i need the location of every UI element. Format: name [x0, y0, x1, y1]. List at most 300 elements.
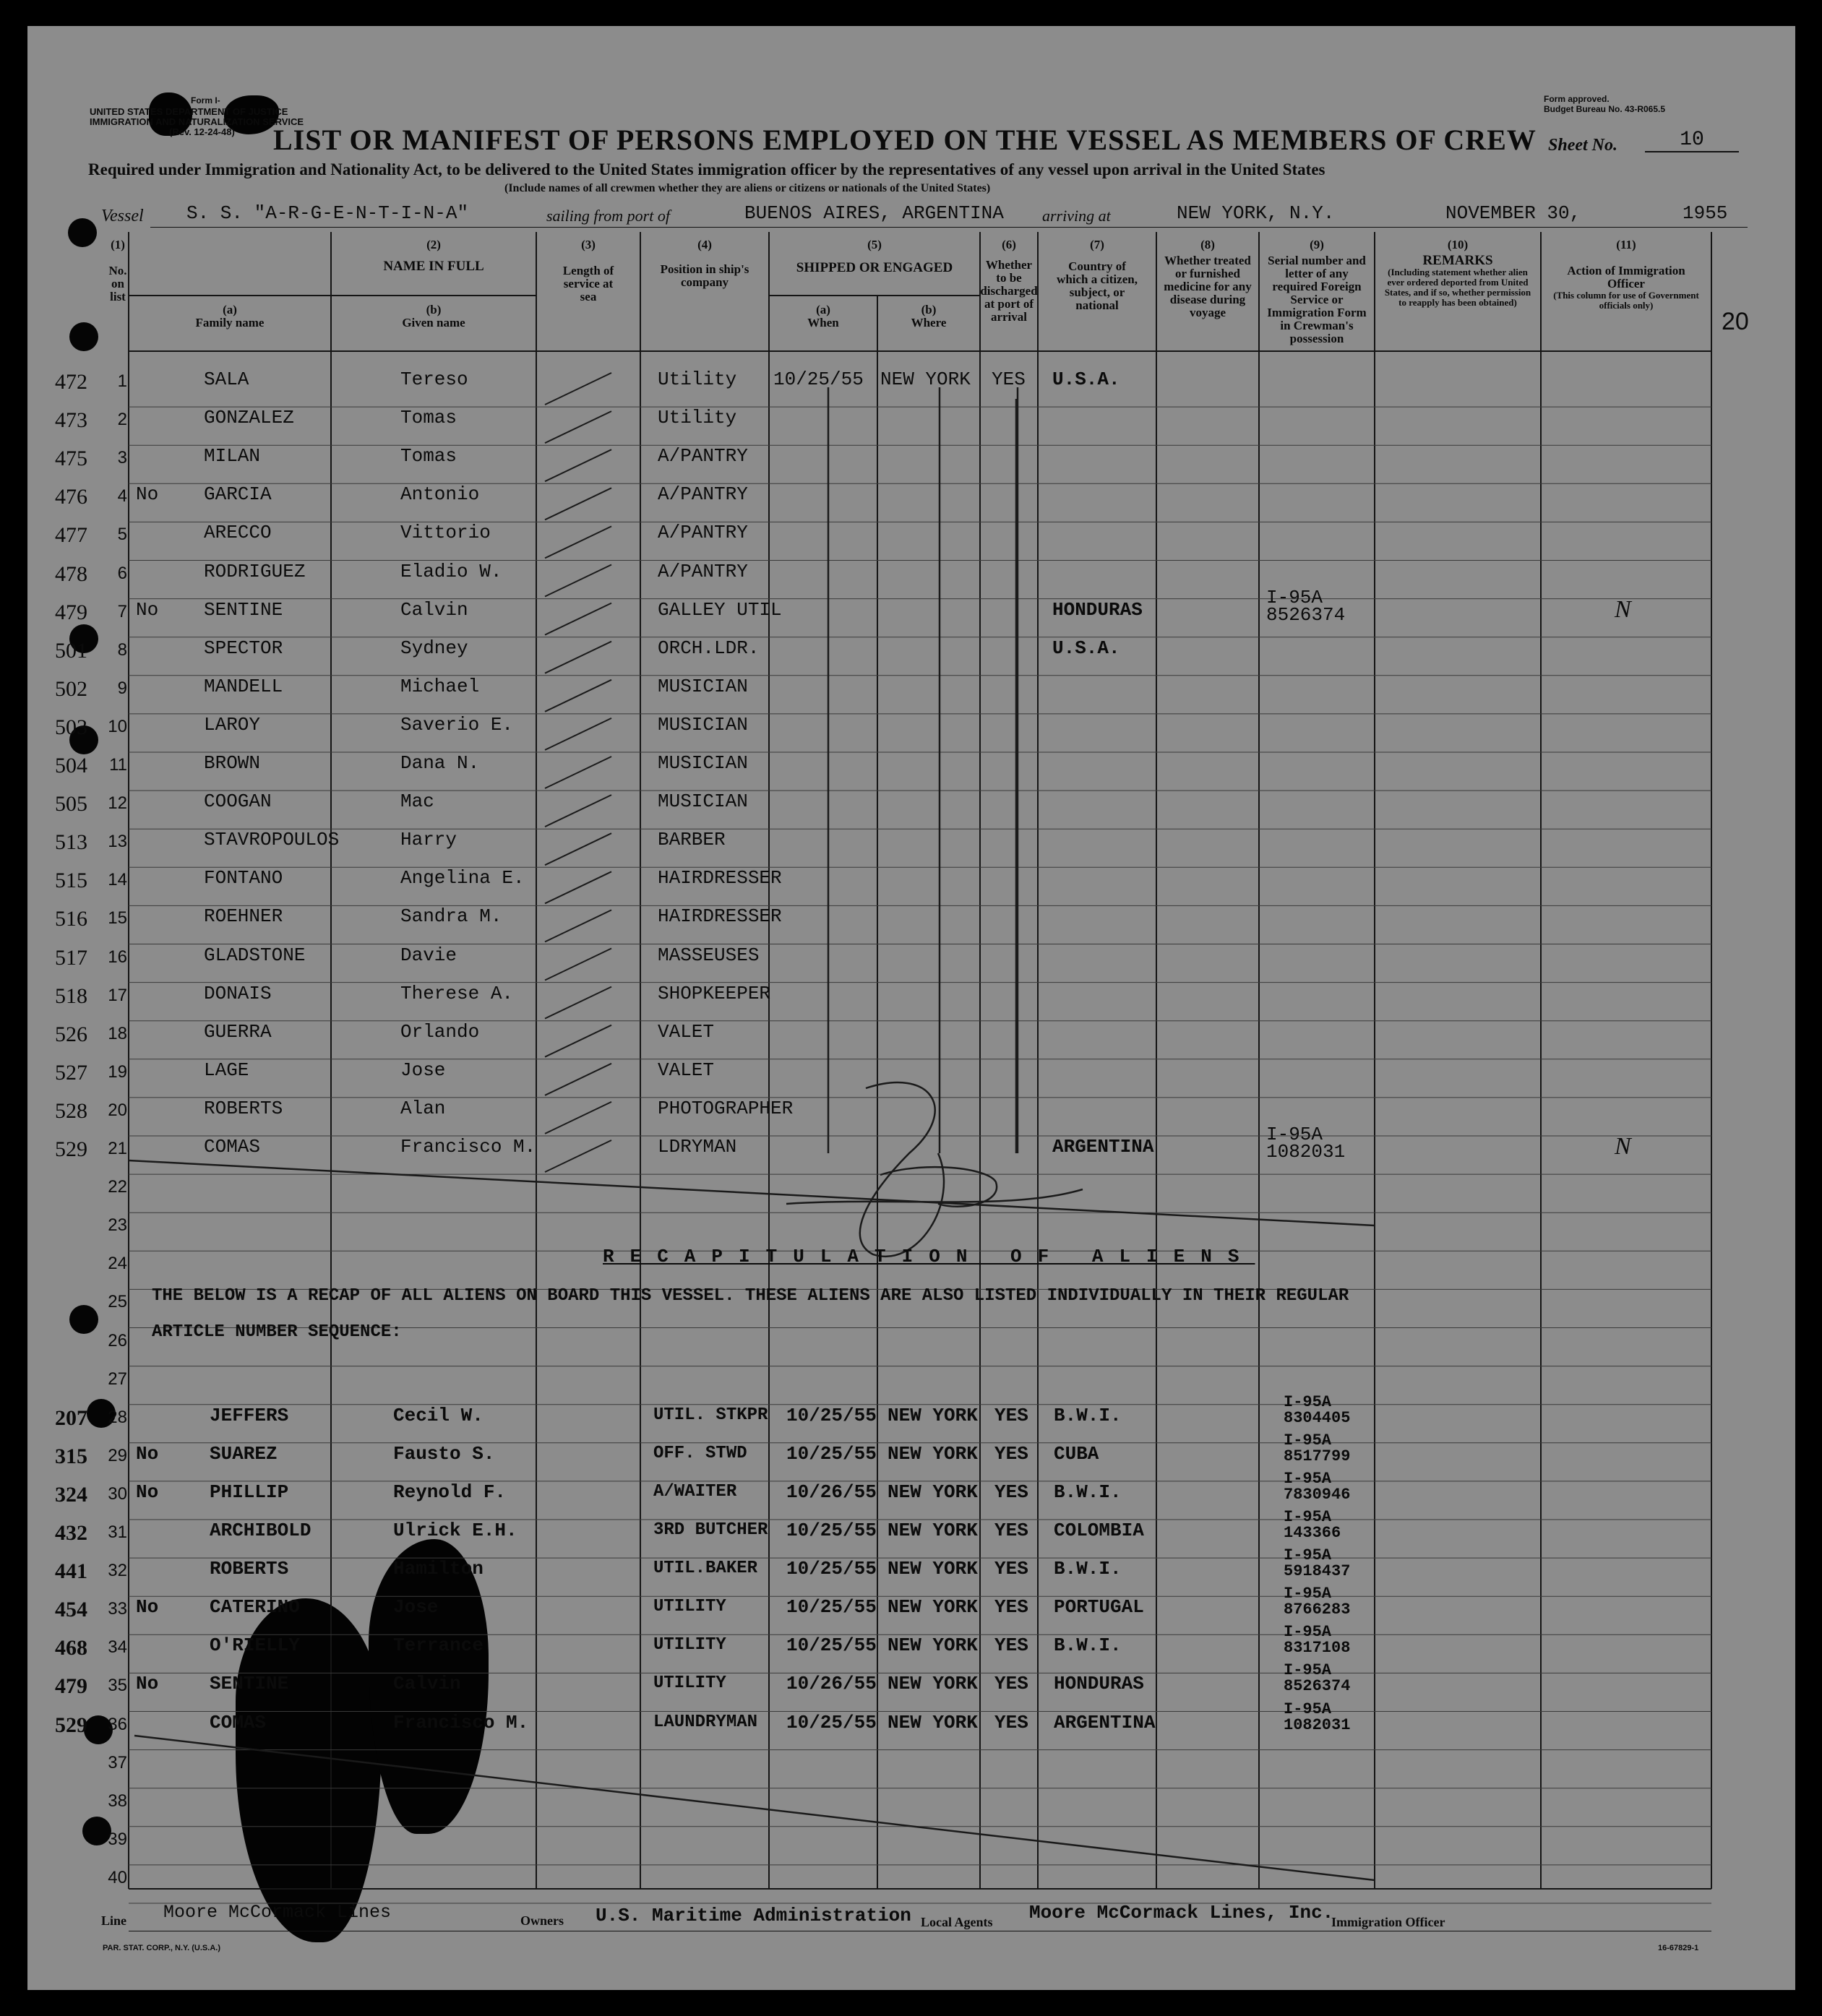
owners-label: Owners — [520, 1913, 564, 1928]
family-name: ROBERTS — [210, 1558, 289, 1580]
country: ARGENTINA — [1054, 1711, 1156, 1733]
shipped-when: 10/25/55 — [786, 1404, 877, 1426]
article-number: 478 — [55, 561, 87, 586]
article-number: 472 — [55, 370, 87, 394]
given-name: Orlando — [400, 1020, 480, 1043]
family-name: GARCIA — [204, 483, 272, 506]
position: OFF. STWD — [653, 1443, 747, 1463]
no-mark: No — [136, 598, 159, 621]
family-name: ROEHNER — [204, 905, 283, 928]
article-number: 517 — [55, 945, 87, 970]
family-name: COMAS — [210, 1711, 267, 1733]
form-code: 16-67829-1 — [1658, 1944, 1699, 1952]
article-number: 315 — [55, 1444, 87, 1468]
discharge: YES — [994, 1711, 1028, 1733]
article-number: 207 — [55, 1405, 87, 1430]
col7-number: (7) — [1090, 238, 1104, 251]
country: COLOMBIA — [1054, 1520, 1144, 1541]
col2-number: (2) — [426, 238, 441, 251]
article-number: 528 — [55, 1098, 87, 1123]
country: PORTUGAL — [1054, 1596, 1144, 1619]
shipped-when: 10/25/55 — [773, 369, 864, 390]
officer-label: Immigration Officer — [1331, 1915, 1445, 1929]
article-number: 441 — [55, 1559, 87, 1584]
line-number: 24 — [108, 1254, 127, 1274]
given-name: Mac — [400, 791, 434, 813]
recap-line1: THE BELOW IS A RECAP OF ALL ALIENS ON BOARD THIS VESSEL. THESE ALIENS ARE ALSO LISTED INDIVIDUALLY IN THEIR REGULAR — [152, 1286, 1349, 1306]
form-number: Form I- — [191, 95, 220, 105]
col1-label: No. on list — [108, 264, 127, 303]
line-number: 3 — [117, 448, 127, 468]
form-letter: I-95A — [1284, 1700, 1332, 1718]
col2a-number: (a) — [223, 303, 237, 316]
shipped-where: NEW YORK — [888, 1634, 978, 1657]
article-number: 504 — [55, 754, 87, 777]
line-number: 25 — [108, 1292, 127, 1312]
col4-number: (4) — [697, 238, 712, 251]
position: ORCH.LDR. — [658, 637, 760, 659]
form-letter: I-95A — [1284, 1508, 1332, 1526]
article-number: 473 — [55, 408, 87, 433]
arriving-label: arriving at — [1042, 207, 1111, 225]
line-number: 17 — [108, 985, 127, 1005]
position: UTIL.BAKER — [653, 1559, 758, 1579]
line-number: 18 — [108, 1023, 127, 1043]
shipped-when: 10/25/55 — [786, 1558, 877, 1580]
given-name: Dana N. — [400, 752, 480, 774]
position: VALET — [658, 1020, 715, 1043]
given-name: Eladio W. — [400, 560, 502, 582]
given-name: Francisco M. — [400, 1136, 536, 1158]
action-mark: N — [1615, 1133, 1631, 1160]
line-number: 8 — [117, 639, 127, 660]
given-name: Sydney — [400, 637, 468, 659]
col11-header — [1541, 238, 1711, 311]
family-name: GONZALEZ — [204, 407, 294, 429]
given-name: Tereso — [400, 369, 468, 390]
line-number: 30 — [108, 1483, 127, 1504]
col11-label: Action of Immigration Officer — [1567, 264, 1685, 290]
discharge: YES — [994, 1481, 1028, 1503]
article-number: 503 — [55, 715, 87, 739]
family-name: PHILLIP — [210, 1481, 289, 1503]
family-name: BROWN — [204, 752, 261, 774]
discharge: YES — [994, 1558, 1028, 1580]
given-name: Ulrick E.H. — [393, 1520, 517, 1541]
col5a-label: When — [807, 316, 839, 329]
position: UTIL. STKPR — [653, 1405, 768, 1425]
family-name: LAGE — [204, 1059, 249, 1081]
line-label: Line — [101, 1913, 127, 1928]
country: ARGENTINA — [1052, 1136, 1154, 1158]
col5a-number: (a) — [816, 303, 830, 316]
form-serial: 8517799 — [1284, 1447, 1351, 1465]
form-letter: I-95A — [1284, 1585, 1332, 1603]
no-mark: No — [136, 1442, 159, 1465]
position: Utility — [658, 369, 737, 390]
position: UTILITY — [653, 1597, 726, 1617]
shipped-where: NEW YORK — [880, 369, 971, 390]
country: CUBA — [1054, 1442, 1099, 1465]
position: MUSICIAN — [658, 713, 748, 736]
position: PHOTOGRAPHER — [658, 1097, 794, 1119]
no-mark: No — [136, 483, 159, 506]
shipped-when: 10/25/55 — [786, 1442, 877, 1465]
sheet-label: Sheet No. — [1548, 136, 1617, 155]
line-number: 40 — [108, 1867, 127, 1887]
family-name: SUAREZ — [210, 1442, 278, 1465]
form-serial: I-95A 1082031 — [1266, 1124, 1346, 1163]
family-name: COOGAN — [204, 791, 272, 813]
vessel-label: Vessel — [101, 207, 144, 225]
agency-name: UNITED STATES DEPARTMENT OF JUSTICE — [90, 106, 288, 117]
shipped-when: 10/25/55 — [786, 1520, 877, 1541]
form-letter: I-95A — [1284, 1661, 1332, 1680]
article-number: 529 — [55, 1713, 87, 1737]
shipped-when: 10/25/55 — [786, 1711, 877, 1733]
family-name: ROBERTS — [204, 1097, 283, 1119]
given-name: Alan — [400, 1097, 446, 1119]
col9-header — [1259, 238, 1375, 345]
form-letter: I-95A — [1284, 1623, 1332, 1642]
form-serial: I-95A 8526374 — [1266, 586, 1346, 626]
family-name: FONTANO — [204, 867, 283, 889]
family-name: ARCHIBOLD — [210, 1520, 311, 1541]
line-number: 2 — [117, 410, 127, 430]
col11-number: (11) — [1616, 238, 1636, 251]
line-number: 6 — [117, 563, 127, 583]
given-name: Calvin — [400, 598, 468, 621]
col2b-label: Given name — [402, 316, 465, 329]
article-number: 513 — [55, 830, 87, 855]
given-name: Angelina E. — [400, 867, 525, 889]
position: VALET — [658, 1059, 715, 1081]
col8-header — [1156, 238, 1259, 319]
manifest-sheet — [27, 26, 1795, 1990]
col3-number: (3) — [581, 238, 596, 251]
family-name: STAVROPOULOS — [204, 829, 340, 851]
line-number: 23 — [108, 1215, 127, 1236]
country: B.W.I. — [1054, 1634, 1122, 1657]
family-name: SENTINE — [204, 598, 283, 621]
vessel-name: S. S. "A-R-G-E-N-T-I-N-A" — [186, 202, 469, 224]
form-title: LIST OR MANIFEST OF PERSONS EMPLOYED ON THE VESSEL AS MEMBERS OF CREW — [273, 124, 1537, 156]
position: A/WAITER — [653, 1481, 737, 1502]
article-number: 516 — [55, 907, 87, 931]
article-number: 479 — [55, 1674, 87, 1699]
given-name: Francisco M. — [393, 1711, 529, 1733]
country: HONDURAS — [1054, 1673, 1144, 1695]
article-number: 468 — [55, 1636, 87, 1660]
given-name: Terrance — [393, 1634, 484, 1657]
recap-title: RECAPITULATION OF ALIENS — [603, 1246, 1255, 1267]
sheet-number: 10 — [1645, 129, 1739, 152]
line-number: 28 — [108, 1407, 127, 1427]
family-name: ARECCO — [204, 522, 272, 544]
position: MUSICIAN — [658, 675, 748, 697]
form-serial: 8766283 — [1284, 1601, 1351, 1619]
approval-text: Form approved. — [1544, 94, 1610, 104]
family-name: MILAN — [204, 445, 261, 468]
article-number: 529 — [55, 1137, 87, 1161]
given-name: Tomas — [400, 445, 457, 468]
printer-line: PAR. STAT. CORP., N.Y. (U.S.A.) — [103, 1944, 220, 1952]
article-number: 454 — [55, 1598, 87, 1622]
col9-label: Serial number and letter of any required Foreign Service or Immigration Form in Crewman's possession — [1267, 254, 1367, 345]
line-number: 34 — [108, 1637, 127, 1658]
given-name: Therese A. — [400, 982, 514, 1004]
family-name: SENTINE — [210, 1673, 289, 1695]
country: B.W.I. — [1054, 1558, 1122, 1580]
form-letter: I-95A — [1284, 1469, 1332, 1488]
article-number: 505 — [55, 792, 87, 817]
line-number: 12 — [108, 793, 127, 814]
shipped-where: NEW YORK — [888, 1442, 978, 1465]
col1-number: (1) — [111, 238, 125, 251]
form-serial: 8304405 — [1284, 1408, 1351, 1427]
shipped-where: NEW YORK — [888, 1404, 978, 1426]
line-number: 13 — [108, 832, 127, 852]
col2a-header — [129, 303, 331, 329]
article-number: 477 — [55, 523, 87, 548]
form-revision: (Rev. 12-24-48) — [169, 126, 235, 137]
col3-label: Length of service at sea — [562, 264, 614, 303]
line-number: 22 — [108, 1177, 127, 1197]
shipped-where: NEW YORK — [888, 1558, 978, 1580]
arrival-year: 1955 — [1683, 202, 1728, 224]
family-name: DONAIS — [204, 982, 272, 1004]
position: MUSICIAN — [658, 752, 748, 774]
given-name: Vittorio — [400, 522, 491, 544]
position: LAUNDRYMAN — [653, 1712, 758, 1732]
country: U.S.A. — [1052, 369, 1120, 390]
position: SHOPKEEPER — [658, 982, 771, 1004]
action-mark: N — [1615, 595, 1631, 623]
col2b-number: (b) — [426, 303, 442, 316]
family-name: MANDELL — [204, 675, 283, 697]
form-note: (Include names of all crewmen whether they are aliens or citizens or nationals of the United States) — [504, 182, 991, 194]
shipped-when: 10/26/55 — [786, 1673, 877, 1695]
family-name: SALA — [204, 369, 249, 390]
given-name: Hamilton — [393, 1558, 484, 1580]
margin-count: 20 — [1722, 308, 1749, 335]
line-name: Moore McCormack Lines — [163, 1902, 392, 1923]
line-number: 31 — [108, 1522, 127, 1542]
given-name: Michael — [400, 675, 480, 697]
owners-name: U.S. Maritime Administration — [596, 1905, 911, 1926]
line-number: 15 — [108, 908, 127, 929]
family-name: GLADSTONE — [204, 944, 306, 966]
article-number: 501 — [55, 638, 87, 663]
given-name: Saverio E. — [400, 713, 514, 736]
form-serial: 5918437 — [1284, 1562, 1351, 1581]
line-number: 1 — [117, 371, 127, 391]
form-letter: I-95A — [1284, 1546, 1332, 1565]
col1-header — [103, 238, 133, 303]
article-number: 475 — [55, 447, 87, 471]
line-number: 36 — [108, 1714, 127, 1734]
shipped-when: 10/25/55 — [786, 1634, 877, 1657]
family-name: CATERINO — [210, 1596, 300, 1619]
col6-label: Whether to be discharged at port of arrival — [980, 258, 1038, 324]
line-number: 35 — [108, 1676, 127, 1696]
line-number: 5 — [117, 525, 127, 545]
given-name: Tomas — [400, 407, 457, 429]
col5-label: SHIPPED OR ENGAGED — [796, 260, 953, 275]
position: A/PANTRY — [658, 560, 748, 582]
article-number: 479 — [55, 600, 87, 624]
col10-header — [1375, 238, 1541, 308]
shipped-where: NEW YORK — [888, 1673, 978, 1695]
line-number: 38 — [108, 1791, 127, 1811]
position: LDRYMAN — [658, 1136, 737, 1158]
col6-number: (6) — [1002, 238, 1016, 251]
position: UTILITY — [653, 1673, 726, 1694]
line-number: 33 — [108, 1599, 127, 1619]
col2-header — [331, 238, 536, 273]
line-number: 10 — [108, 716, 127, 736]
line-number: 11 — [109, 755, 127, 775]
form-serial: 8526374 — [1284, 1677, 1351, 1696]
form-subtitle: Required under Immigration and Nationality Act, to be delivered to the United States immigration officer by the representatives of any vessel upon arrival in the United States — [88, 160, 1325, 178]
agents-label: Local Agents — [921, 1915, 993, 1929]
family-name: JEFFERS — [210, 1404, 289, 1426]
line-number: 7 — [117, 601, 127, 621]
country: B.W.I. — [1054, 1404, 1122, 1426]
article-number: 502 — [55, 676, 87, 701]
line-number: 20 — [108, 1100, 127, 1120]
col10-number: (10) — [1447, 238, 1469, 251]
col4-label: Position in ship's company — [660, 262, 749, 289]
article-number: 515 — [55, 869, 87, 893]
budget-number: Budget Bureau No. 43-R065.5 — [1544, 104, 1666, 114]
discharge: YES — [992, 369, 1026, 390]
shipped-where: NEW YORK — [888, 1711, 978, 1733]
col8-label: Whether treated or furnished medicine for any disease during voyage — [1164, 254, 1252, 319]
col2a-label: Family name — [195, 316, 265, 329]
col6-header — [980, 238, 1038, 324]
position: HAIRDRESSER — [658, 867, 782, 889]
col7-header — [1038, 238, 1156, 312]
col8-number: (8) — [1200, 238, 1215, 251]
no-mark: No — [136, 1596, 159, 1619]
line-number: 32 — [108, 1561, 127, 1581]
position: A/PANTRY — [658, 483, 748, 506]
position: A/PANTRY — [658, 522, 748, 544]
position: HAIRDRESSER — [658, 905, 782, 928]
form-letter: I-95A — [1284, 1431, 1332, 1449]
col5b-header — [877, 303, 980, 329]
given-name: Cecil W. — [393, 1404, 484, 1426]
given-name: Reynold F. — [393, 1481, 507, 1503]
given-name: Antonio — [400, 483, 480, 506]
no-mark: No — [136, 1481, 159, 1503]
col5a-header — [769, 303, 877, 329]
given-name: Calvin — [393, 1673, 461, 1695]
col3-header — [536, 238, 640, 303]
given-name: Jose — [393, 1596, 439, 1619]
line-number: 4 — [117, 486, 127, 507]
recap-line2: ARTICLE NUMBER SEQUENCE: — [152, 1322, 402, 1342]
line-number: 27 — [108, 1369, 127, 1389]
discharge: YES — [994, 1634, 1028, 1657]
line-number: 26 — [108, 1330, 127, 1351]
shipped-when: 10/25/55 — [786, 1596, 877, 1619]
no-mark: No — [136, 1673, 159, 1695]
line-number: 19 — [108, 1061, 127, 1082]
given-name: Harry — [400, 829, 457, 851]
col9-number: (9) — [1310, 238, 1324, 251]
shipped-where: NEW YORK — [888, 1520, 978, 1541]
given-name: Fausto S. — [393, 1442, 495, 1465]
position: 3RD BUTCHER — [653, 1520, 768, 1540]
discharge: YES — [994, 1520, 1028, 1541]
col5b-number: (b) — [921, 303, 937, 316]
discharge: YES — [994, 1404, 1028, 1426]
country: HONDURAS — [1052, 598, 1143, 621]
given-name: Davie — [400, 944, 457, 966]
family-name: SPECTOR — [204, 637, 283, 659]
article-number: 527 — [55, 1060, 87, 1085]
position: UTILITY — [653, 1635, 726, 1655]
shipped-where: NEW YORK — [888, 1481, 978, 1503]
country: B.W.I. — [1054, 1481, 1122, 1503]
col10-label: REMARKS — [1422, 253, 1493, 268]
col5b-label: Where — [911, 316, 947, 329]
form-serial: 8317108 — [1284, 1639, 1351, 1658]
port-to: NEW YORK, N.Y. — [1177, 202, 1335, 224]
discharge: YES — [994, 1442, 1028, 1465]
position: A/PANTRY — [658, 445, 748, 468]
form-serial: 143366 — [1284, 1524, 1341, 1542]
family-name: LAROY — [204, 713, 261, 736]
position: MASSEUSES — [658, 944, 760, 966]
given-name: Jose — [400, 1059, 446, 1081]
article-number: 526 — [55, 1022, 87, 1046]
family-name: GUERRA — [204, 1020, 272, 1043]
line-number: 21 — [108, 1139, 127, 1158]
position: BARBER — [658, 829, 726, 851]
shipped-when: 10/26/55 — [786, 1481, 877, 1503]
article-number: 476 — [55, 485, 87, 509]
col5-number: (5) — [867, 238, 882, 251]
line-number: 14 — [108, 870, 127, 890]
discharge: YES — [994, 1596, 1028, 1619]
family-name: O'RIELLY — [210, 1634, 300, 1657]
col2-label: NAME IN FULL — [383, 259, 484, 274]
discharge: YES — [994, 1673, 1028, 1695]
line-number: 37 — [108, 1752, 127, 1772]
position: GALLEY UTIL — [658, 598, 782, 621]
col11-sub: (This column for use of Government officials only) — [1553, 290, 1699, 311]
col5-header — [769, 238, 980, 275]
line-number: 9 — [117, 678, 127, 698]
sailing-label: sailing from port of — [546, 207, 670, 225]
country: U.S.A. — [1052, 637, 1120, 659]
family-name: COMAS — [204, 1136, 261, 1158]
position: Utility — [658, 407, 737, 429]
line-number: 29 — [108, 1445, 127, 1465]
form-letter: I-95A — [1284, 1392, 1332, 1411]
port-from: BUENOS AIRES, ARGENTINA — [744, 202, 1004, 224]
given-name: Sandra M. — [400, 905, 502, 928]
position: MUSICIAN — [658, 791, 748, 813]
shipped-where: NEW YORK — [888, 1596, 978, 1619]
agents-name: Moore McCormack Lines, Inc. — [1029, 1902, 1334, 1924]
form-serial: 1082031 — [1284, 1715, 1351, 1734]
article-number: 432 — [55, 1521, 87, 1545]
arrival-date: NOVEMBER 30, — [1445, 202, 1581, 224]
